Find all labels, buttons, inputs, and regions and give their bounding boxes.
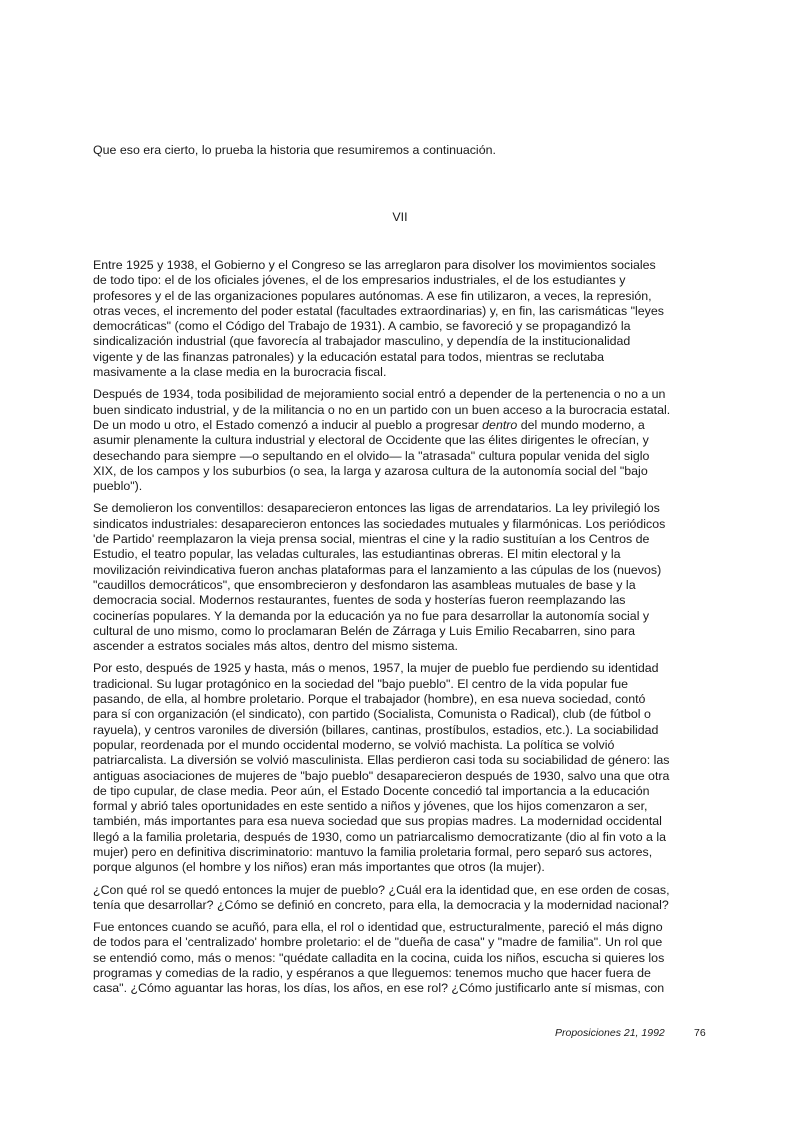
text-line: llegó a la familia proletaria, después de 1930, como un patriarcalismo democratizante (dio al fin voto a la (93, 829, 667, 844)
text-line: "caudillos democráticos", que ensombrecieron y desfondaron las asambleas mutuales de base y la (93, 577, 636, 592)
text-line: de todo tipo: el de los oficiales jóvenes, el de los empresarios industriales, el de los estudiantes y (93, 273, 626, 288)
text-line: patriarcalista. La diversión se volvió masculinista. Ellas perdieron casi toda su sociabilidad de género: las (93, 753, 670, 768)
text-line: para sí con organización (el sindicato), con partido (Socialista, Comunista o Radical), club (de fútbol o (93, 707, 651, 722)
text-line: XIX, de los campos y los suburbios (o sea, la larga y azarosa cultura de la autonomía social del "bajo (93, 463, 648, 478)
text-line: democráticas" (como el Código del Trabajo de 1931). A cambio, se favoreció y se propagandizó la (93, 319, 631, 334)
text-line: Entre 1925 y 1938, el Gobierno y el Congreso se las arreglaron para disolver los movimientos sociales (93, 258, 656, 272)
section-heading: VII (392, 210, 408, 224)
text-line: vigente y de las finanzas patronales) y la educación estatal para todos, mientras se reclutaba (93, 349, 605, 364)
paragraph (93, 387, 709, 494)
text-line: Se demolieron los conventillos: desaparecieron entonces las ligas de arrendatarios. La ley privilegió los (93, 501, 660, 516)
text-line: Por esto, después de 1925 y hasta, más o menos, 1957, la mujer de pueblo fue perdiendo su identidad (93, 661, 659, 676)
text-line: mujer) pero en definitiva discriminatorio: mantuvo la familia proletaria formal, pero separó sus actores, (93, 844, 653, 859)
text-line: se entendió como, más o menos: "quédate calladita en la cocina, cuida los niños, escucha si quieres los (93, 950, 665, 965)
text-line: movilización reivindicativa fueron anchas plataformas para el lanzamiento a las cúpulas de los (nuevos) (93, 562, 662, 577)
text-line: masivamente a la clase media en la burocracia fiscal. (93, 365, 387, 380)
text-line: antiguas asociaciones de mujeres de "bajo pueblo" desaparecieron después de 1930, salvo una que otra (93, 768, 670, 783)
text-line: tradicional. Su lugar protagónico en la sociedad del "bajo pueblo". El centro de la vida popular fue (93, 676, 629, 691)
text-line: sindicatos industriales: desaparecieron entonces las sociedades mutuales y filarmónicas. Los periódicos (93, 516, 666, 531)
text-line: de tipo cupular, de clase media. Peor aún, el Estado Docente concedió tal importancia a la educación (93, 783, 650, 798)
text-line: cocinerías populares. Y la demanda por la educación ya no fue para desarrollar la autonomía social y (93, 608, 650, 623)
text-line: sindicalización industrial (que favorecía al trabajador masculino, y dependía de la institucionalidad (93, 334, 631, 349)
text-line: 'de Partido' reemplazaron la vieja prensa social, mientras el cine y la radio sustituían a los Centros de (93, 532, 650, 547)
text-line: porque algunos (el hombre y los niños) eran más importantes que otros (la mujer). (93, 860, 545, 875)
emphasis: dentro (482, 417, 518, 432)
text-line: Estudio, el teatro popular, las veladas culturales, las estudiantinas obreras. El mitin electoral y la (93, 547, 621, 562)
text-line: asumir plenamente la cultura industrial y electoral de Occidente que las élites dirigentes le ofrecían, y (93, 433, 649, 448)
text-line: profesores y el de las organizaciones populares autónomas. A ese fin utilizaron, a veces, la represión, (93, 288, 652, 303)
text-line: De un modo u otro, el Estado comenzó a inducir al pueblo a progresar dentro del mundo moderno, a (93, 417, 645, 432)
text-line: también, más importantes para esa nueva sociedad que sus propias madres. La modernidad occidental (93, 814, 662, 829)
text-line: otras veces, el incremento del poder estatal (facultades extraordinarias) y, en fin, las carismáticas "leyes (93, 303, 664, 318)
text-line: pueblo"). (93, 479, 143, 494)
text-line: desechando para siempre —o sepultando en el olvido— la "atrasada" cultura popular venida del siglo (93, 448, 650, 463)
text-line: buen sindicato industrial, y de la militancia o no en un partido con un buen acceso a la burocracia estatal. (93, 402, 671, 417)
paragraph (93, 258, 709, 380)
text-line: Fue entonces cuando se acuñó, para ella, el rol o identidad que, estructuralmente, pareció el más digno (93, 920, 663, 935)
text-line: formal y abrió tales oportunidades en este sentido a niños y jóvenes, que los hijos comenzaron a ser, (93, 799, 648, 814)
body-text (93, 258, 709, 1004)
text-line: tenía que desarrollar? ¿Cómo se definió en concreto, para ella, la democracia y la modernidad nacional? (93, 897, 669, 912)
footer-source: Proposiciones 21, 1992 (555, 1027, 665, 1039)
text-line: casa". ¿Cómo aguantar las horas, los días, los años, en ese rol? ¿Cómo justificarlo ante sí mismas, con (93, 981, 665, 996)
text-line: ¿Con qué rol se quedó entonces la mujer de pueblo? ¿Cuál era la identidad que, en ese orden de cosas, (93, 882, 670, 897)
intro-sentence: Que eso era cierto, lo prueba la historia que resumiremos a continuación. (93, 143, 496, 157)
text-line: democracia social. Modernos restaurantes, fuentes de soda y hosterías fueron reemplazando las (93, 593, 626, 608)
text-line: Después de 1934, toda posibilidad de mejoramiento social entró a depender de la pertenencia o no a un (93, 387, 666, 402)
paragraph (93, 661, 709, 875)
text-line: pasando, de ella, al hombre proletario. Porque el trabajador (hombre), en esa nueva sociedad, contó (93, 692, 646, 707)
text-line: ascender a estratos sociales más altos, dentro del mismo sistema. (93, 639, 458, 654)
text-line: programas y comedias de la radio, y espéranos a que lleguemos: tenemos mucho que hacer fuera de (93, 966, 651, 981)
paragraph (93, 920, 709, 996)
paragraph (93, 883, 709, 914)
text-line: cultural de uno mismo, como lo proclamaran Belén de Zárraga y Luis Emilio Recabarren, sino para (93, 623, 636, 638)
text-line: rayuela), y centros varoniles de diversión (billares, cantinas, prostíbulos, estadios, etc.). La sociabilidad (93, 722, 659, 737)
page-number: 76 (694, 1027, 706, 1039)
text-line: de todos para el 'centralizado' hombre proletario: el de "dueña de casa" y "madre de familia". Un rol que (93, 935, 663, 950)
paragraph (93, 501, 709, 654)
text-line: popular, reordenada por el mundo occidental moderno, se volvió machista. La política se volvió (93, 737, 615, 752)
